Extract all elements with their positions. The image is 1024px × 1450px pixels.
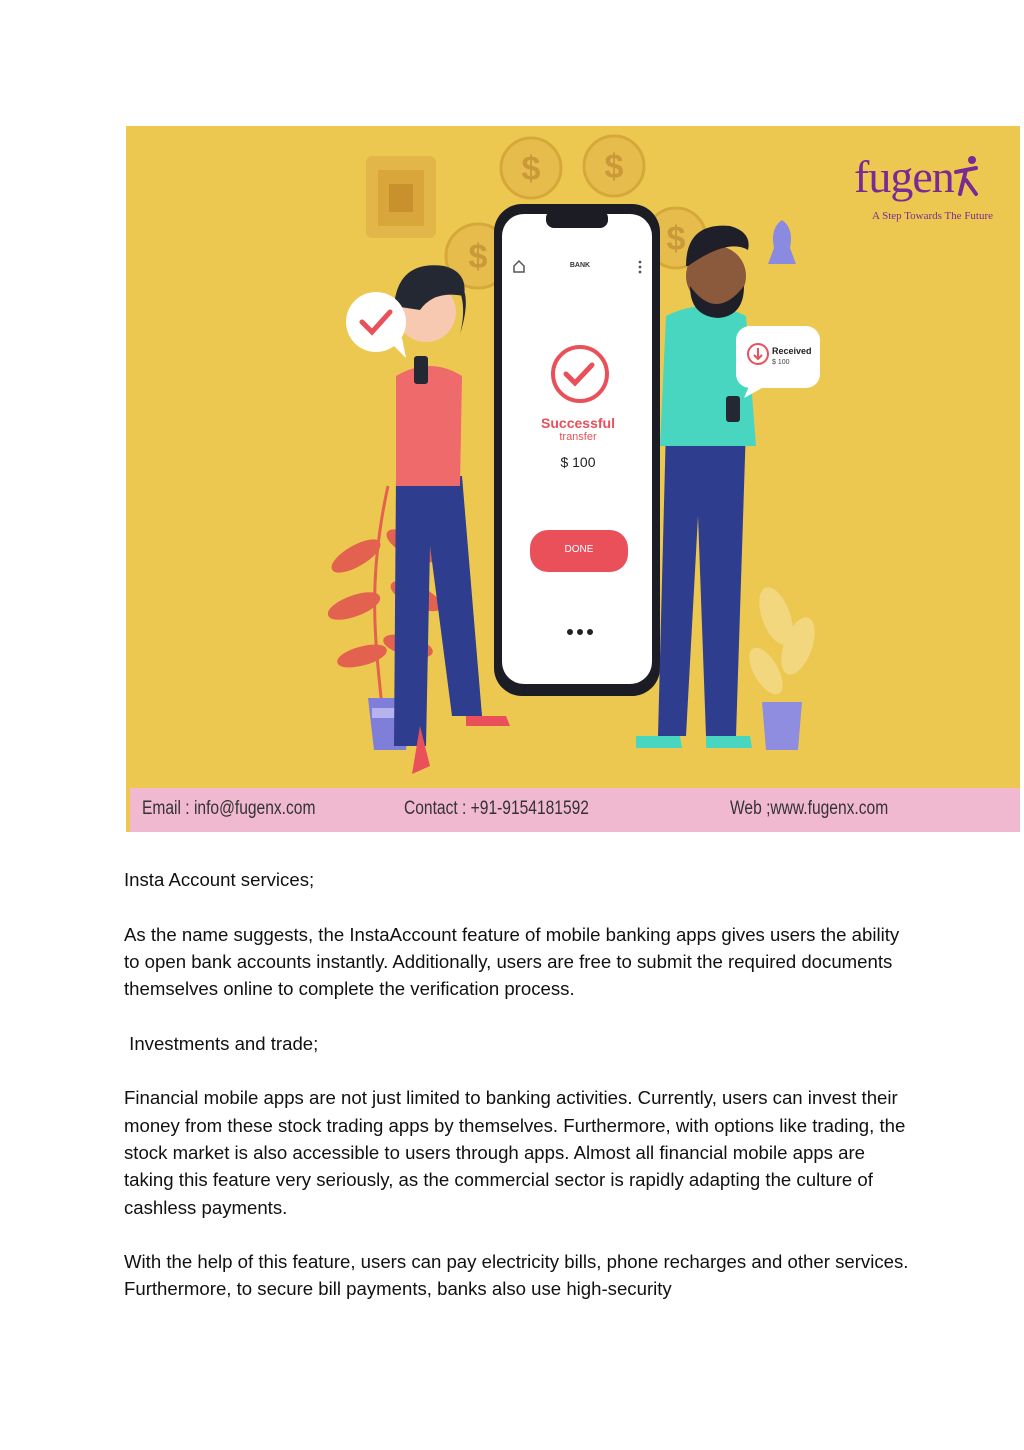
footer-email: Email : info@fugenx.com — [142, 798, 316, 819]
footer-web: Web ;www.fugenx.com — [730, 798, 889, 819]
transfer-amount: $ 100 — [560, 454, 596, 470]
success-subtitle: transfer — [559, 431, 597, 443]
banner-illustration — [126, 126, 1020, 832]
logo-tagline: A Step Towards The Future — [872, 210, 994, 222]
svg-text:$: $ — [468, 238, 488, 276]
hero-banner-image — [126, 126, 1020, 832]
woman-figure — [394, 265, 510, 774]
done-button[interactable]: DONE — [564, 544, 594, 555]
logo-wordmark: fugen — [854, 151, 954, 202]
plant-right — [743, 583, 822, 699]
contact-strip — [130, 788, 1020, 832]
paragraph-investments: Financial mobile apps are not just limited to banking activities. Currently, users can invest their money from these stock trading apps by themselves. Furthermore, with options like trading, the stock market is also accessible to users through apps. Almost all financial mobile apps are taking this feature very seriously, as the commercial sector is rapidly adapting the culture of cashless payments. — [124, 1087, 906, 1218]
footer-contact: Contact : +91-9154181592 — [404, 798, 589, 819]
gold-frame-decoration — [366, 156, 436, 238]
paragraph-insta-account: As the name suggests, the InstaAccount feature of mobile banking apps gives users the ability to open bank accounts instantly. Additionally, users are free to submit the required documents themselves online to complete the verification process. — [124, 923, 900, 1000]
fugenx-logo — [854, 151, 994, 222]
svg-text:$: $ — [521, 150, 541, 188]
check-bubble-icon — [346, 292, 406, 358]
success-title: Successful — [541, 415, 615, 431]
logo-figure-icon — [954, 154, 980, 200]
svg-text:$: $ — [666, 220, 686, 258]
section-heading-insta-account: Insta Account services; — [124, 869, 315, 890]
section-heading-investments: Investments and trade; — [124, 1032, 319, 1054]
paragraph-bill-payments: With the help of this feature, users can pay electricity bills, phone recharges and other services. Furthermore, to secure bill payments, banks also use high-security — [124, 1251, 909, 1300]
received-label: Received — [772, 346, 812, 356]
received-amount: $ 100 — [772, 359, 790, 366]
phone-bank-title: BANK — [569, 262, 591, 269]
bell-icon — [768, 220, 796, 264]
article-body — [124, 866, 914, 1330]
svg-text:$: $ — [604, 148, 624, 186]
